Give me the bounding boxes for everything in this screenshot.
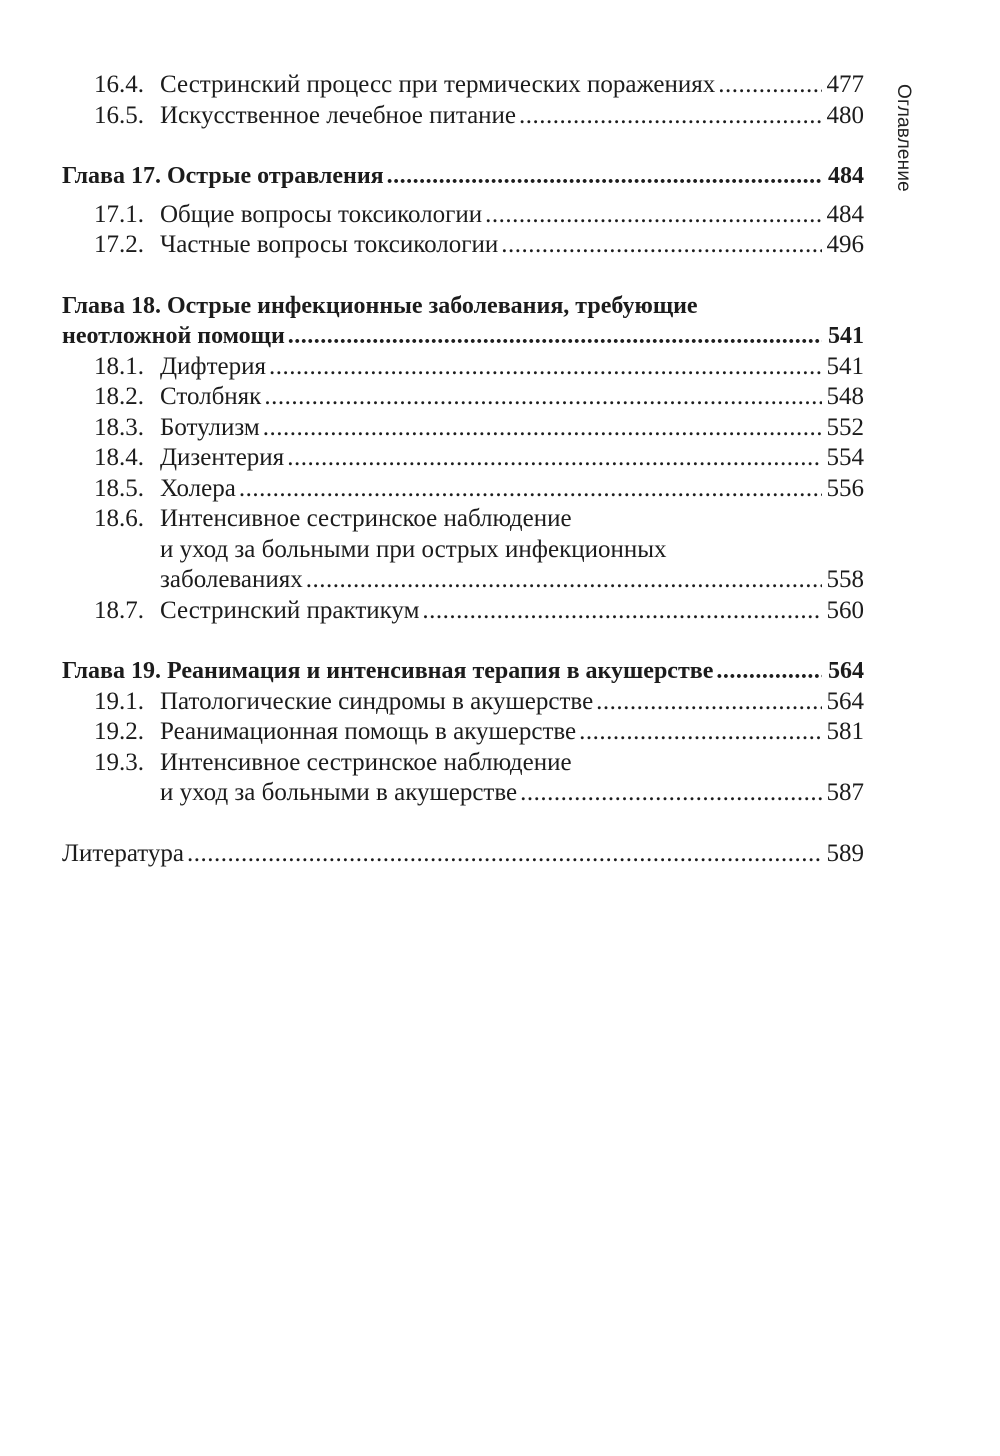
entry-title: Сестринский практикум: [160, 596, 420, 624]
entry-title-line-1: Интенсивное сестринское наблюдение: [160, 748, 572, 776]
entry-page: 587: [826, 779, 864, 806]
entry-page: 560: [826, 596, 864, 624]
dot-leader: [520, 778, 822, 809]
dot-leader: [269, 352, 822, 383]
toc-chapter-17[interactable]: [62, 161, 864, 192]
dot-leader: [718, 70, 822, 101]
table-of-contents: [62, 70, 864, 869]
entry-page: 480: [826, 101, 864, 129]
entry-title-line-2: и уход за больными при острых инфекционных: [160, 535, 667, 563]
entry-page: 558: [826, 566, 864, 593]
toc-entry-18-3[interactable]: [62, 413, 864, 444]
entry-title: Холера: [160, 474, 236, 502]
literature-title: Литература: [62, 839, 184, 867]
dot-leader: [596, 687, 822, 718]
dot-leader: [716, 656, 822, 687]
entry-title: Ботулизм: [160, 413, 260, 441]
running-header-label: Оглавление: [893, 84, 914, 192]
dot-leader: [239, 474, 822, 505]
entry-page: 541: [826, 352, 864, 380]
entry-page: 552: [826, 413, 864, 441]
dot-leader: [422, 596, 822, 627]
dot-leader: [264, 382, 822, 413]
entry-page: 496: [826, 231, 864, 258]
chapter-title: Глава 17. Острые отравления: [62, 163, 384, 189]
toc-entry-19-1[interactable]: [62, 687, 864, 718]
toc-entry-18-5[interactable]: [62, 474, 864, 505]
entry-number: 17.1.: [94, 200, 144, 228]
dot-leader: [485, 200, 822, 231]
entry-title: Дифтерия: [160, 352, 267, 380]
toc-chapter-18[interactable]: [62, 291, 864, 352]
entry-title: Реанимационная помощь в акушерстве: [160, 718, 577, 745]
dot-leader: [519, 101, 822, 132]
toc-entry-18-6[interactable]: [62, 504, 864, 596]
dot-leader: [287, 443, 822, 474]
toc-entry-19-2[interactable]: [62, 717, 864, 748]
entry-page: 581: [826, 718, 864, 745]
toc-entry-19-3[interactable]: [62, 748, 864, 809]
entry-title-line-3: заболеваниях: [160, 566, 303, 593]
entry-title: Искусственное лечебное питание: [160, 101, 517, 129]
chapter-title-line-2-row: [62, 321, 864, 352]
toc-entry-17-2[interactable]: [62, 230, 864, 261]
toc-entry-16-5[interactable]: [62, 101, 864, 132]
entry-number: 18.4.: [94, 444, 144, 471]
entry-page: 548: [826, 383, 864, 410]
entry-number: 19.1.: [94, 687, 144, 715]
literature-page: 589: [826, 839, 864, 867]
toc-entry-18-4[interactable]: [62, 443, 864, 474]
chapter-title: Глава 19. Реанимация и интенсивная терапия в акушерстве: [62, 658, 714, 684]
entry-title: Общие вопросы токсикологии: [160, 200, 483, 228]
dot-leader: [387, 161, 822, 192]
dot-leader: [288, 321, 822, 352]
entry-title: Столбняк: [160, 383, 262, 410]
chapter-title-line-1: Глава 18. Острые инфекционные заболевания, требующие: [62, 292, 698, 319]
entry-number: 16.5.: [94, 101, 144, 129]
entry-number: 18.7.: [94, 596, 144, 624]
entry-number: 16.4.: [94, 71, 144, 98]
entry-page: 484: [826, 200, 864, 228]
entry-title-line-1: Интенсивное сестринское наблюдение: [160, 505, 572, 532]
entry-number: 18.1.: [94, 352, 144, 380]
chapter-page: 564: [828, 658, 864, 684]
entry-number: 18.3.: [94, 413, 144, 441]
entry-page: 554: [826, 444, 864, 471]
entry-title: Частные вопросы токсикологии: [160, 231, 499, 258]
entry-number: 17.2.: [94, 231, 144, 258]
toc-entry-18-1[interactable]: [62, 352, 864, 383]
toc-entry-16-4[interactable]: [62, 70, 864, 101]
entry-page: 556: [826, 474, 864, 502]
chapter-page: 484: [828, 163, 864, 189]
dot-leader: [263, 413, 822, 444]
entry-title: Сестринский процесс при термических поражениях: [160, 71, 716, 98]
dot-leader: [579, 717, 822, 748]
entry-title-line-2: и уход за больными в акушерстве: [160, 779, 518, 806]
entry-page: 564: [826, 687, 864, 715]
chapter-page: 541: [828, 323, 864, 349]
toc-literature[interactable]: [62, 839, 864, 870]
toc-entry-18-7[interactable]: [62, 596, 864, 627]
toc-entry-18-2[interactable]: [62, 382, 864, 413]
dot-leader: [187, 839, 822, 870]
entry-number: 18.5.: [94, 474, 144, 502]
toc-chapter-19[interactable]: [62, 656, 864, 687]
entry-title: Дизентерия: [160, 444, 285, 471]
dot-leader: [501, 230, 822, 261]
dot-leader: [306, 565, 822, 596]
entry-number: 18.6.: [94, 505, 144, 532]
entry-number: 19.2.: [94, 718, 144, 745]
entry-number: 18.2.: [94, 383, 144, 410]
toc-entry-17-1[interactable]: [62, 200, 864, 231]
entry-page: 477: [826, 71, 864, 98]
entry-number: 19.3.: [94, 748, 144, 776]
entry-title: Патологические синдромы в акушерстве: [160, 687, 594, 715]
chapter-title-line-2: неотложной помощи: [62, 323, 285, 349]
